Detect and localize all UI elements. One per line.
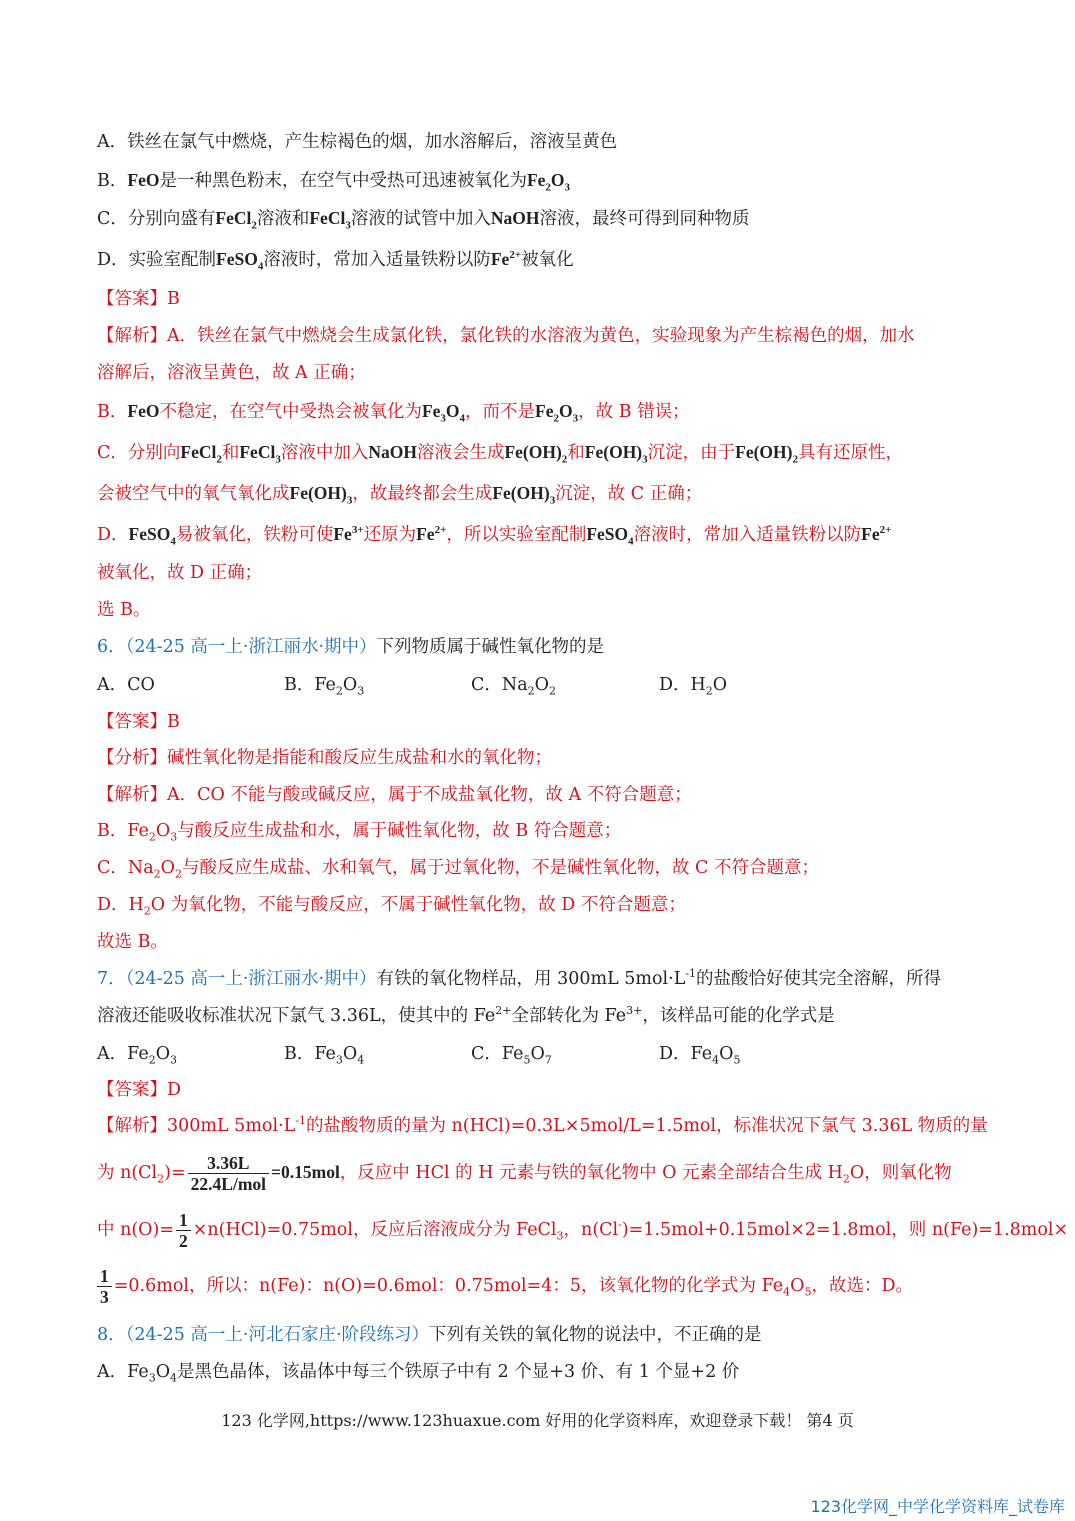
q5-analysis-a-line1: 【解析】A．铁丝在氯气中燃烧会生成氯化铁，氯化铁的水溶液为黄色，实验现象为产生棕褐色的烟，加水 [97,326,915,346]
q7-analysis-line4: $\frac{1}{3}$ =0.6mol，所以：n(Fe)：n(O)=0.6mol：0.75mol=4：5，该氧化物的化学式为 $Fe_4O_5$，故选：D。 [95,1266,985,1307]
fraction-cl2: $\frac{3.36L}{\text{22.4L/mol}}$ [188,1153,269,1194]
q6-fenxi: 【分析】碱性氧化物是指能和酸反应生成盐和水的氧化物； [97,748,552,768]
site-watermark-link[interactable]: 123化学网_中学化学资料库_试卷库 [810,1497,1065,1516]
q5-option-d: D．实验室配制FeSO$_4$溶液时，常加入适量铁粉以防$Fe^{2+}$被氧化 [97,249,574,273]
q5-option-b: B．FeO是一种黑色粉末，在空气中受热可迅速被氧化为$Fe_2O_3$ [97,170,571,194]
q5-analysis-d-line2: 被氧化，故 D 正确； [97,563,263,583]
q7-stem-line2: 溶液还能吸收标准状况下氯气 3.36L，使其中的 $Fe^{2+}$全部转化为 $Fe^{3+}$，该样品可能的化学式是 [97,1004,835,1026]
q7-option-d: D．$Fe_4O_5$ [659,1044,741,1067]
q6-option-d: D．$H_2O$ [659,675,728,698]
q5-option-c: C．分别向盛有FeCl$_2$溶液和FeCl$_3$溶液的试管中加入NaOH溶液，最终可得到同种物质 [97,208,750,232]
q7-option-a: A．$Fe_2O_3$ [97,1044,178,1067]
fraction-half: $\frac{1}{2}$ [176,1210,191,1251]
fraction-third: $\frac{1}{3}$ [97,1266,112,1307]
q7-option-b: B．$Fe_3O_4$ [284,1044,365,1067]
q8-stem: 8．（24-25 高一上·河北石家庄·阶段练习）下列有关铁的氧化物的说法中，不正确的是 [97,1325,762,1345]
q6-analysis-a: 【解析】A．CO 不能与酸或碱反应，属于不成盐氧化物，故 A 不符合题意； [97,785,692,805]
q6-answer: 【答案】B [97,712,180,732]
q6-analysis-c: C．$Na_2O_2$与酸反应生成盐、水和氧气，属于过氧化物，不是碱性氧化物，故 C 不符合题意； [97,858,820,881]
q7-analysis-line3: 中 n(O)= $\frac{1}{2}$ ×n(HCl)=0.75mol，反应后溶液成分为 FeCl$_3$，n(Cl-)=1.5mol+0.15mol×2=1.8mol，则 n(Fe)=1.8mol× [97,1210,1069,1251]
q5-analysis-d-line1: D．FeSO$_4$易被氧化，铁粉可使$Fe^{3+}$还原为$Fe^{2+}$，所以实验室配制FeSO$_4$溶液时，常加入适量铁粉以防$Fe^{2+}$ [97,524,892,548]
q5-answer: 【答案】B [97,289,180,309]
q7-analysis-line1: 【解析】300mL $5mol\cdot L^{-1}$的盐酸物质的量为 n(HCl)=0.3L×5mol/L=1.5mol，标准状况下氯气 3.36L 物质的量 [97,1114,988,1136]
q5-option-a: A．铁丝在氯气中燃烧，产生棕褐色的烟，加水溶解后，溶液呈黄色 [97,132,618,152]
q6-option-b: B．$Fe_2O_3$ [284,675,365,698]
q7-option-c: C．$Fe_5O_7$ [471,1044,552,1067]
q7-stem-line1: 7．（24-25 高一上·浙江丽水·期中）有铁的氧化物样品，用 300mL $5mol\cdot L^{-1}$的盐酸恰好使其完全溶解，所得 [97,967,942,989]
q5-analysis-end: 选 B。 [97,600,151,620]
q5-analysis-c-line1: C．分别向FeCl$_2$和FeCl$_3$溶液中加入NaOH溶液会生成$Fe(OH)_2$和$Fe(OH)_3$沉淀，由于$Fe(OH)_2$具有还原性， [97,442,903,466]
q6-option-a: A．CO [97,675,155,695]
q6-analysis-end: 故选 B。 [97,932,168,952]
q7-analysis-line2: 为 $n(Cl_2)=$ $\frac{3.36L}{\text{22.4L/mol}}$ =0.15mol，反应中 HCl 的 H 元素与铁的氧化物中 O 元素全部结合生成 $H_2O$，则氧化物 [97,1153,952,1194]
q6-stem: 6．（24-25 高一上·浙江丽水·期中）下列物质属于碱性氧化物的是 [97,637,605,657]
q6-option-c: C．$Na_2O_2$ [471,675,556,698]
page-footer: 123 化学网,https://www.123huaxue.com 好用的化学资料库，欢迎登录下载！ 第4 页 [221,1411,854,1430]
q7-answer: 【答案】D [97,1080,182,1100]
q5-analysis-a-line2: 溶解后，溶液呈黄色，故 A 正确； [97,363,366,383]
q8-option-a: A．$Fe_3O_4$是黑色晶体，该晶体中每三个铁原子中有 2 个显+3 价、有 1 个显+2 价 [97,1362,740,1385]
q6-analysis-d: D．$H_2O$ 为氧化物，不能与酸反应，不属于碱性氧化物，故 D 不符合题意； [97,895,686,918]
q6-analysis-b: B．$Fe_2O_3$与酸反应生成盐和水，属于碱性氧化物，故 B 符合题意； [97,821,622,844]
q5-analysis-c-line2: 会被空气中的氧气氧化成$Fe(OH)_3$，故最终都会生成$Fe(OH)_3$沉淀，故 C 正确； [97,483,703,507]
q5-analysis-b: B．FeO不稳定，在空气中受热会被氧化为$Fe_3O_4$，而不是$Fe_2O_3$，故 B 错误； [97,401,690,425]
